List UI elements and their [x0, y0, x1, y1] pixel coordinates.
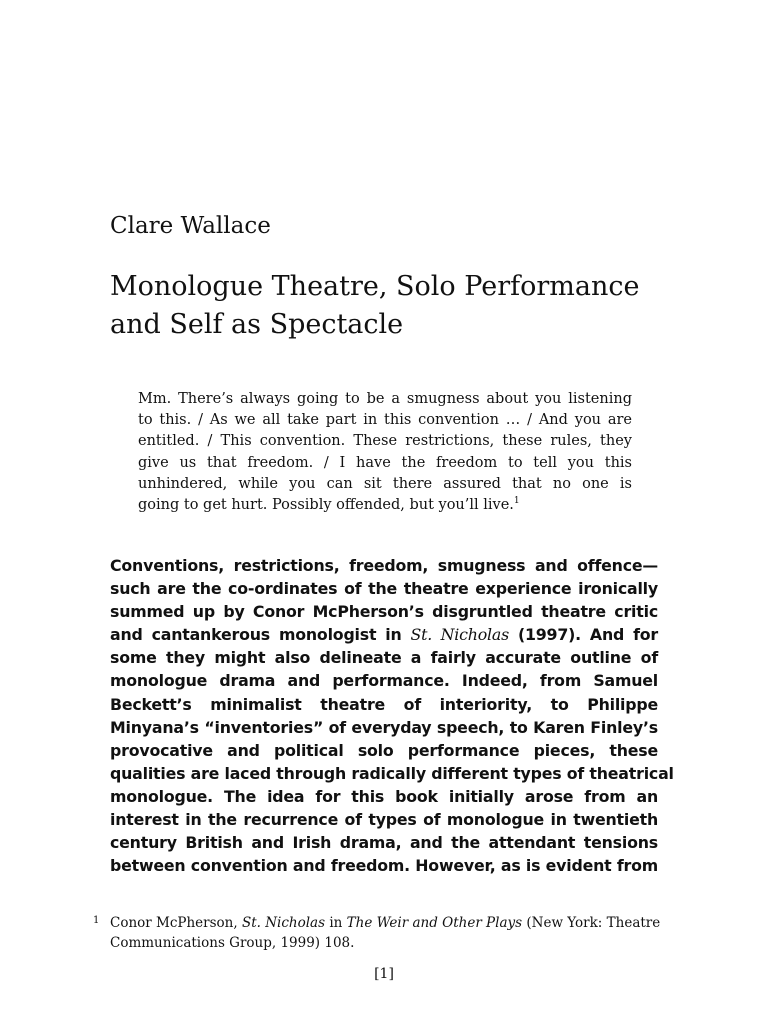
body-line: Conventions, restrictions, freedom, smugness and offence—	[110, 556, 658, 575]
chapter-title	[110, 268, 670, 344]
footnote-reference: 1	[513, 496, 520, 507]
body-line: century British and Irish drama, and the attendant tensions	[110, 833, 658, 853]
body-line: qualities are laced through radically different types of theatrical	[110, 763, 674, 783]
body-line: interest in the recurrence of types of monologue in twentieth	[110, 810, 658, 830]
body-line: some they might also delineate a fairly accurate outline of	[110, 648, 658, 668]
body-line: monologue. The idea for this book initially arose from an	[110, 786, 658, 806]
epigraph-line-text: going to get hurt. Possibly offended, but you’ll live.	[138, 496, 514, 513]
footnote-text: (New York: Theatre	[522, 915, 661, 931]
footnote-text: Conor McPherson,	[110, 915, 242, 931]
play-title-italic: St. Nicholas	[410, 625, 509, 645]
body-line-text: and cantankerous monologist in	[110, 625, 411, 645]
body-line: monologue drama and performance. Indeed, from Samuel	[110, 671, 658, 691]
body-line: Beckett’s minimalist theatre of interiority, to Philippe	[110, 694, 658, 714]
epigraph-line: give us that freedom. / I have the freedom to tell you this	[138, 454, 632, 471]
footnote	[93, 913, 661, 953]
epigraph-line: Mm. There’s always going to be a smugness about you listening	[138, 391, 632, 407]
chapter-title-line: Monologue Theatre, Solo Performance	[110, 271, 640, 302]
epigraph-line: unhindered, while you can sit there assured that no one is	[138, 475, 632, 492]
footnote-text: in	[325, 915, 347, 931]
chapter-title-line: and Self as Spectacle	[110, 309, 404, 340]
body-line: between convention and freedom. However, as is evident from	[110, 856, 658, 876]
body-line-text: (1997). And for	[508, 625, 658, 645]
footnote-body	[110, 913, 661, 953]
body-paragraph	[110, 554, 674, 877]
author-name: Clare Wallace	[110, 213, 271, 239]
footnote-line: Communications Group, 1999) 108.	[110, 935, 355, 951]
epigraph-line: to this. / As we all take part in this convention … / And you are	[138, 412, 632, 429]
body-line: summed up by Conor McPherson’s disgruntled theatre critic	[110, 602, 658, 622]
page-number: [1]	[374, 966, 394, 982]
body-line: Minyana’s “inventories” of everyday speech, to Karen Finley’s	[110, 717, 658, 737]
body-line: provocative and political solo performance pieces, these	[110, 740, 658, 760]
body-line	[110, 623, 658, 646]
footnote-italic: The Weir and Other Plays	[346, 915, 523, 931]
footnote-marker: 1	[93, 915, 100, 926]
footnote-italic: St. Nicholas	[241, 915, 326, 931]
body-line: such are the co-ordinates of the theatre experience ironically	[110, 579, 658, 599]
epigraph-quote	[138, 389, 632, 516]
footnote-line	[110, 913, 661, 933]
epigraph-line	[138, 495, 632, 516]
epigraph-line: entitled. / This convention. These restrictions, these rules, they	[138, 433, 632, 450]
